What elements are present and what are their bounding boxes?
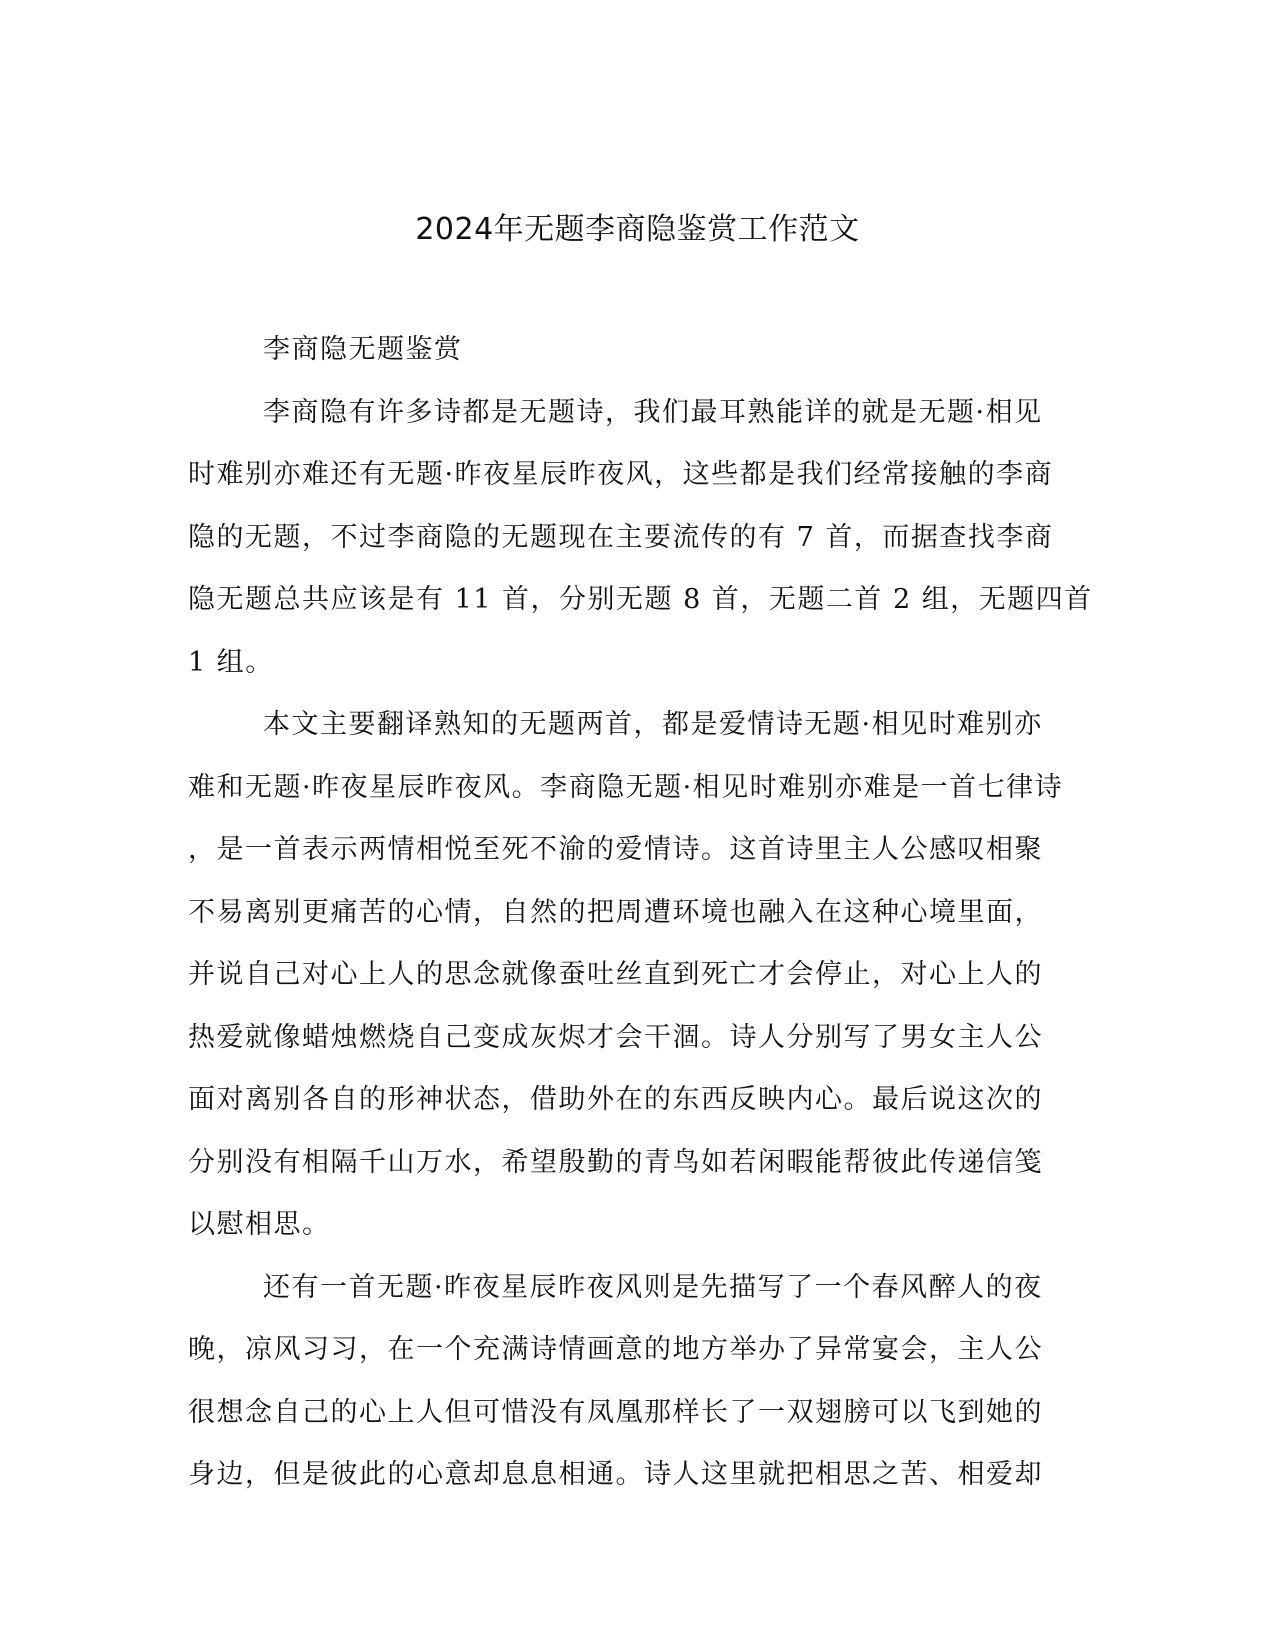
- paragraph-3-line: 身边，但是彼此的心意却息息相通。诗人这里就把相思之苦、相爱却: [188, 1459, 1043, 1490]
- paragraph-2-line: 分别没有相隔千山万水，希望殷勤的青鸟如若闲暇能帮彼此传递信笺: [188, 1146, 1043, 1178]
- section-heading: 李商隐无题鉴赏: [263, 334, 463, 365]
- paragraph-2-line: 难和无题·昨夜星辰昨夜风。李商隐无题·相见时难别亦难是一首七律诗: [188, 771, 1064, 803]
- paragraph-1-line: 时难别亦难还有无题·昨夜星辰昨夜风，这些都是我们经常接触的李商: [188, 459, 1054, 490]
- paragraph-3-line: 晚，凉风习习，在一个充满诗情画意的地方举办了异常宴会，主人公: [188, 1334, 1043, 1365]
- document-body: [188, 332, 1093, 1520]
- paragraph-1-line: 李商隐有许多诗都是无题诗，我们最耳熟能详的就是无题·相见: [263, 396, 1043, 428]
- paragraph-2-line: 不易离别更痛苦的心情，自然的把周遭环境也融入在这种心境里面，: [188, 896, 1043, 928]
- paragraph-1-line: 1 组。: [188, 646, 274, 678]
- paragraph-2-line: 以慰相思。: [188, 1209, 331, 1240]
- paragraph-3-line: 很想念自己的心上人但可惜没有凤凰那样长了一双翅膀可以飞到她的: [188, 1396, 1043, 1428]
- paragraph-2-line: 热爱就像蜡烛燃烧自己变成灰烬才会干涸。诗人分别写了男女主人公: [188, 1021, 1043, 1053]
- document-title: 2024年无题李商隐鉴赏工作范文: [415, 212, 860, 247]
- paragraph-2-line: 本文主要翻译熟知的无题两首，都是爱情诗无题·相见时难别亦: [263, 709, 1043, 740]
- paragraph-2-line: 并说自己对心上人的思念就像蚕吐丝直到死亡才会停止，对心上人的: [188, 959, 1043, 990]
- paragraph-1-line: 隐的无题，不过李商隐的无题现在主要流传的有 7 首，而据查找李商: [188, 521, 1054, 553]
- paragraph-2-line: 面对离别各自的形神状态，借助外在的东西反映内心。最后说这次的: [188, 1084, 1043, 1115]
- paragraph-3-line: 还有一首无题·昨夜星辰昨夜风则是先描写了一个春风醉人的夜: [263, 1271, 1043, 1303]
- paragraph-2-line: ，是一首表示两情相悦至死不渝的爱情诗。这首诗里主人公感叹相聚: [188, 834, 1043, 865]
- paragraph-1-line: 隐无题总共应该是有 11 首，分别无题 8 首，无题二首 2 组，无题四首: [188, 584, 1093, 615]
